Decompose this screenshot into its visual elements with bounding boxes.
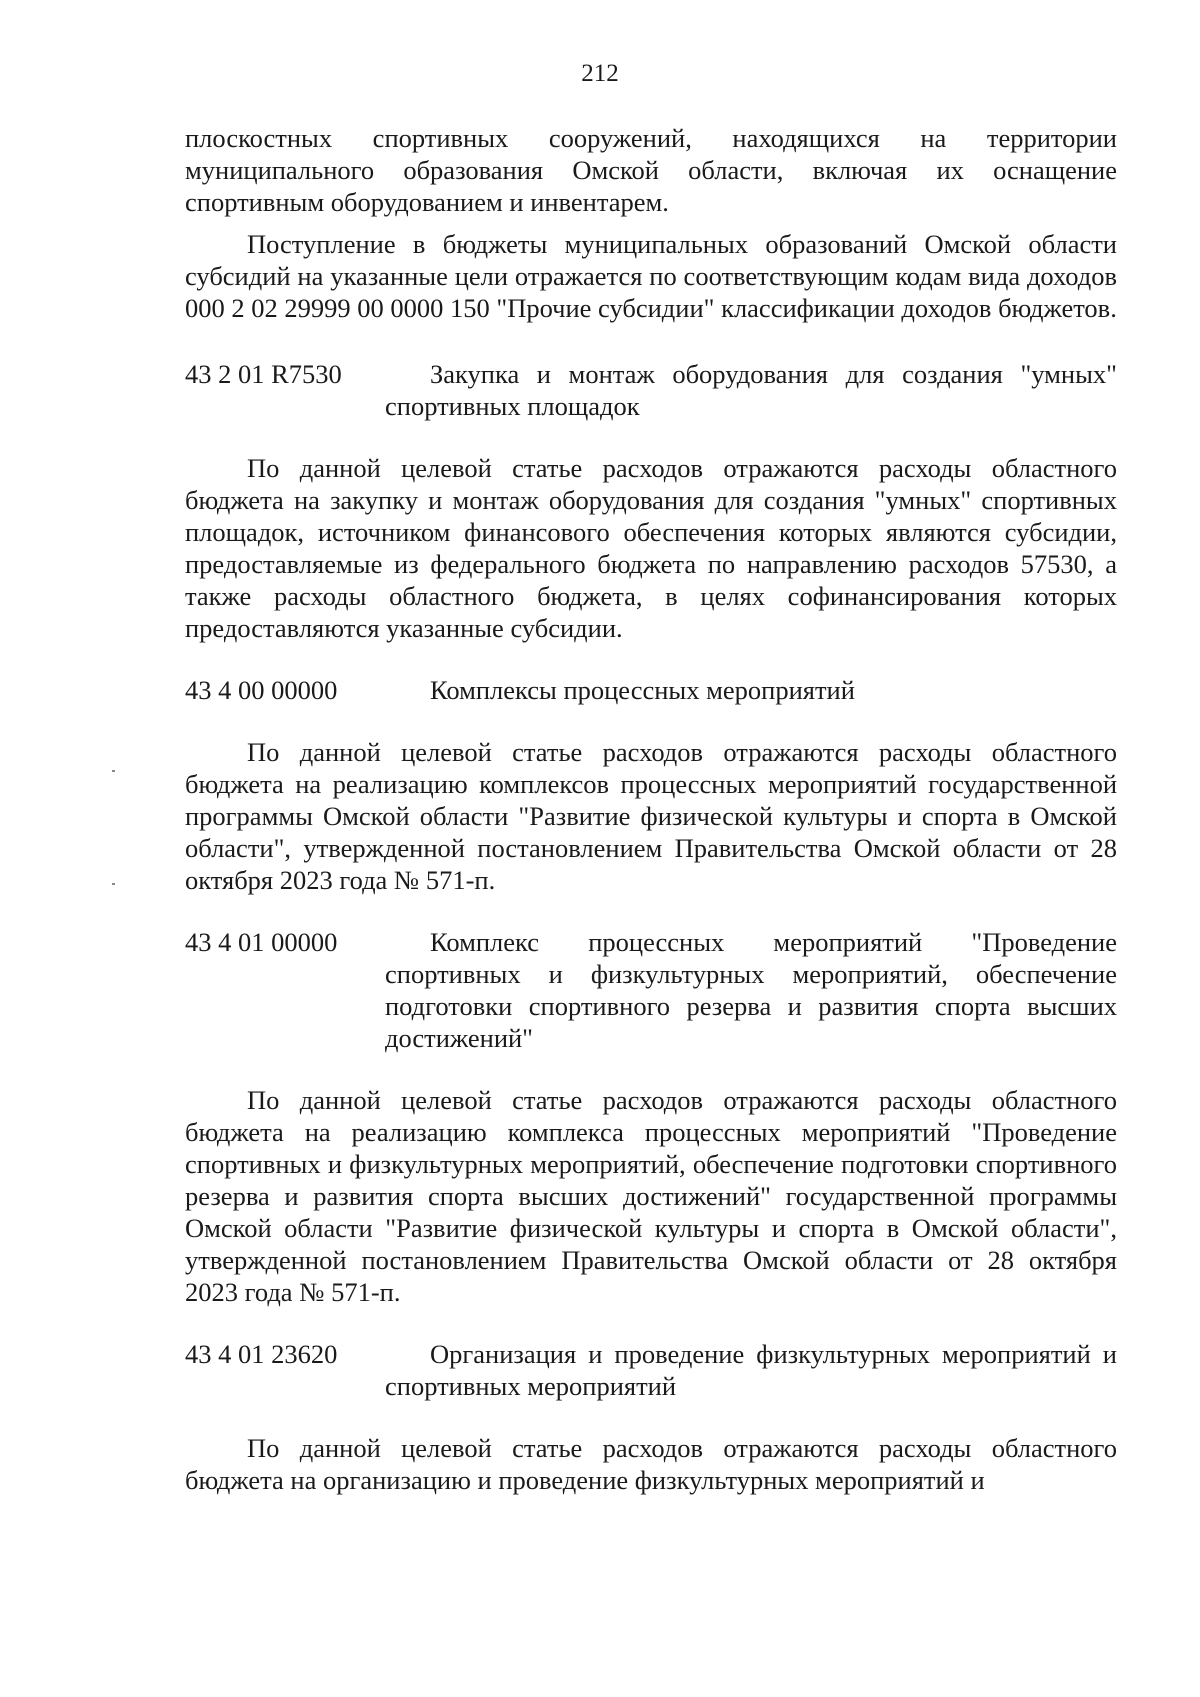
paragraph-process-complexes: По данной целевой статье расходов отражаются расходы областного бюджета на реализацию комплексов процессных мероприятий государственной программы Омской области "Развитие физической культуры и спорта в Омской области", утвержденной постановлением Правительства Омской области от 28 октября 2023 года № 571-п. (185, 737, 1117, 895)
entry-code: 43 4 01 00000 (185, 927, 338, 957)
entry-title: Закупка и монтаж оборудования для создания "умных" спортивных площадок (385, 359, 1117, 421)
paragraph-smart-sports-grounds: По данной целевой статье расходов отражаются расходы областного бюджета на закупку и монтаж оборудования для создания "умных" спортивных площадок, источником финансового обеспечения которых являются субсидии, предоставляемые из федерального бюджета по направлению расходов 57530, а также расходы областного бюджета, в целях софинансирования которых предоставляются указанные субсидии. (185, 453, 1117, 643)
scan-speck (112, 770, 115, 772)
entry-code: 43 2 01 R7530 (185, 359, 342, 389)
entry-title: Организация и проведение физкультурных мероприятий и спортивных мероприятий (385, 1339, 1117, 1401)
paragraph-subsidies-income: Поступление в бюджеты муниципальных образований Омской области субсидий на указанные цели отражается по соответствующим кодам вида доходов 000 2 02 29999 00 0000 150 "Прочие субсидии" классификации доходов бюджетов. (185, 229, 1117, 323)
paragraph-events-organization: По данной целевой статье расходов отражаются расходы областного бюджета на организацию и проведение физкультурных мероприятий и (185, 1433, 1117, 1495)
entry-title: Комплекс процессных мероприятий "Проведение спортивных и физкультурных мероприятий, обеспечение подготовки спортивного резерва и развития спорта высших достижений" (385, 927, 1117, 1053)
paragraph-continuation: плоскостных спортивных сооружений, находящихся на территории муниципального образования Омской области, включая их оснащение спортивным оборудованием и инвентарем. (185, 123, 1117, 217)
entry-title: Комплексы процессных мероприятий (430, 675, 855, 705)
document-body (185, 122, 1117, 1496)
budget-entry-43-2-01-R7530 (185, 358, 1117, 422)
page-number: 212 (581, 60, 619, 87)
paragraph-sports-events-complex: По данной целевой статье расходов отражаются расходы областного бюджета на реализацию комплекса процессных мероприятий "Проведение спортивных и физкультурных мероприятий, обеспечение подготовки спортивного резерва и развития спорта высших достижений" государственной программы Омской области "Развитие физической культуры и спорта в Омской области", утвержденной постановлением Правительства Омской области от 28 октября 2023 года № 571-п. (185, 1085, 1117, 1307)
budget-entry-43-4-00-00000 (185, 674, 1117, 706)
scan-speck (112, 883, 115, 885)
entry-code: 43 4 01 23620 (185, 1339, 338, 1369)
budget-entry-43-4-01-23620 (185, 1338, 1117, 1402)
entry-code: 43 4 00 00000 (185, 675, 338, 705)
budget-entry-43-4-01-00000 (185, 926, 1117, 1054)
